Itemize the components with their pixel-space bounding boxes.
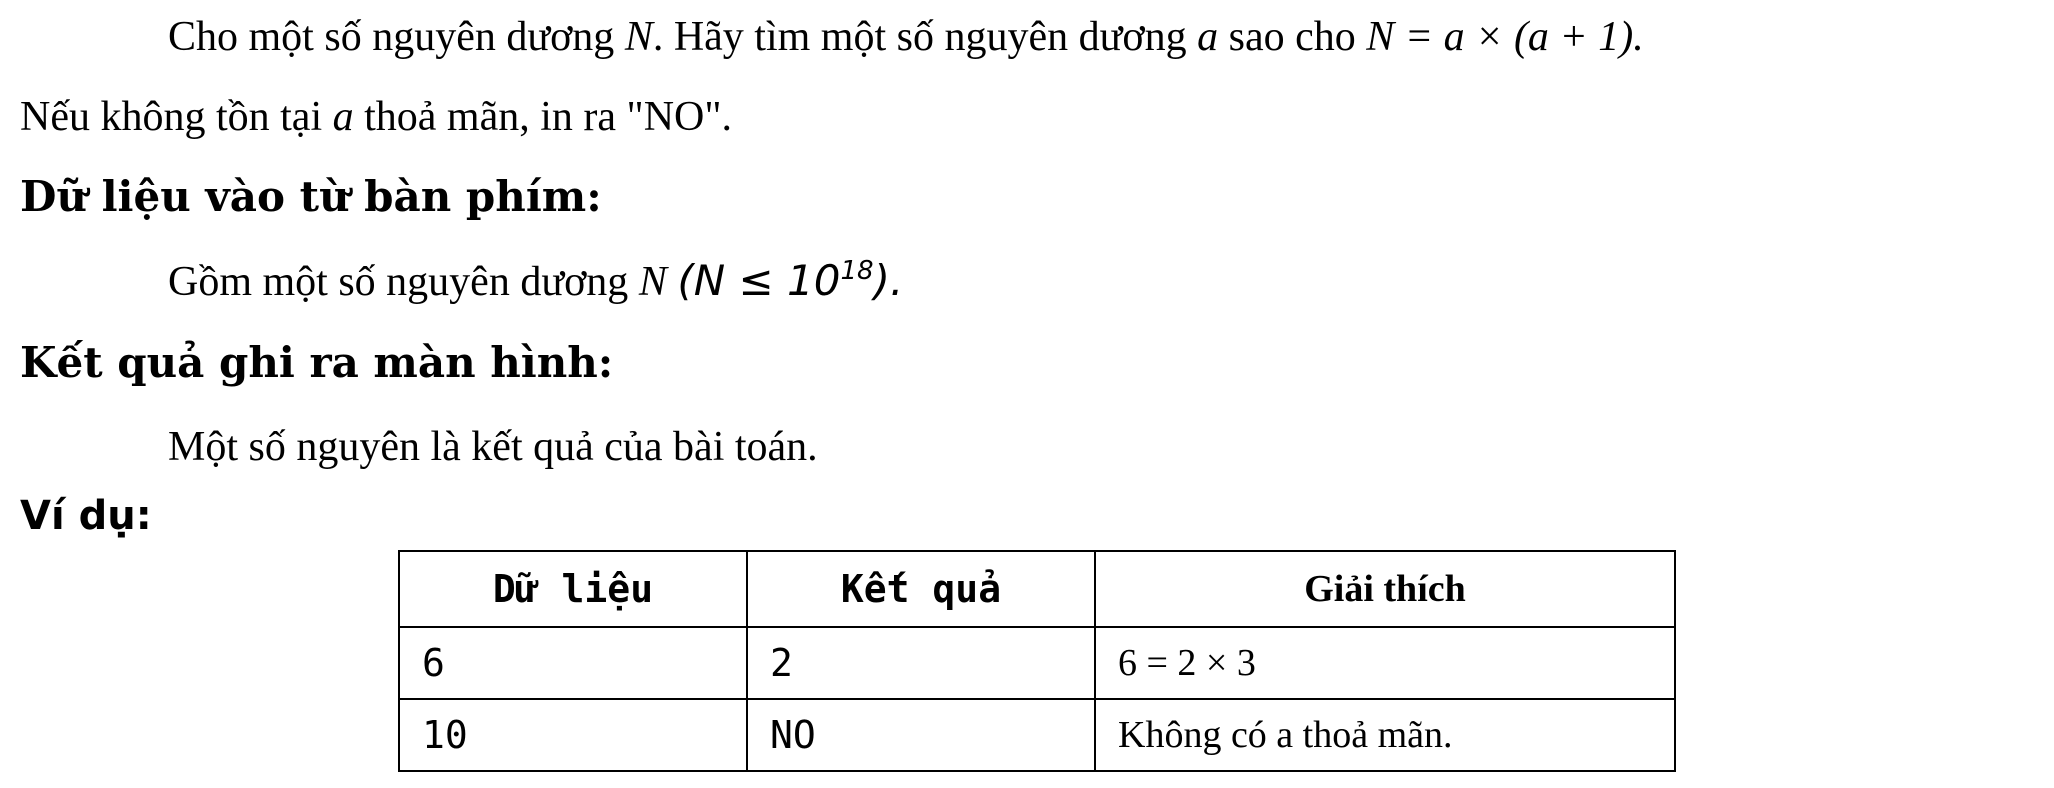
equation: N = a × (a + 1). — [1366, 14, 1644, 60]
cell-input: 10 — [399, 699, 747, 771]
cell-output: NO — [747, 699, 1095, 771]
cell-input: 6 — [399, 627, 747, 699]
variable-a: a — [332, 94, 354, 140]
problem-text: sao cho — [1218, 14, 1367, 60]
output-description: Một số nguyên là kết quả của bài toán. — [168, 424, 818, 470]
input-description — [168, 255, 904, 305]
column-header-output: Kết quả — [747, 551, 1095, 627]
example-table — [398, 550, 1676, 772]
problem-text: thoả mãn, in ra "NO". — [353, 94, 732, 140]
cell-explanation: Không có a thoả mãn. — [1095, 699, 1675, 771]
problem-statement-line-1 — [168, 16, 1644, 58]
problem-text: Cho một số nguyên dương — [168, 14, 625, 60]
cell-output: 2 — [747, 627, 1095, 699]
example-heading: Ví dụ: — [20, 493, 152, 539]
table-header-row — [399, 551, 1675, 627]
column-header-explanation: Giải thích — [1095, 551, 1675, 627]
input-heading: Dữ liệu vào từ bàn phím: — [20, 172, 602, 221]
table-row — [399, 627, 1675, 699]
variable-n: N — [638, 259, 667, 305]
variable-n: N — [624, 14, 653, 60]
table-row — [399, 699, 1675, 771]
output-heading: Kết quả ghi ra màn hình: — [20, 338, 614, 387]
cell-explanation: 6 = 2 × 3 — [1095, 627, 1675, 699]
problem-text: . Hãy tìm một số nguyên dương — [652, 14, 1198, 60]
problem-text: Nếu không tồn tại — [20, 94, 333, 140]
input-text: Gồm một số nguyên dương — [168, 259, 639, 305]
problem-statement-line-2 — [20, 96, 732, 138]
input-constraint: $(N \le 10^{18})$. — [677, 255, 904, 305]
column-header-input: Dữ liệu — [399, 551, 747, 627]
variable-a: a — [1197, 14, 1219, 60]
